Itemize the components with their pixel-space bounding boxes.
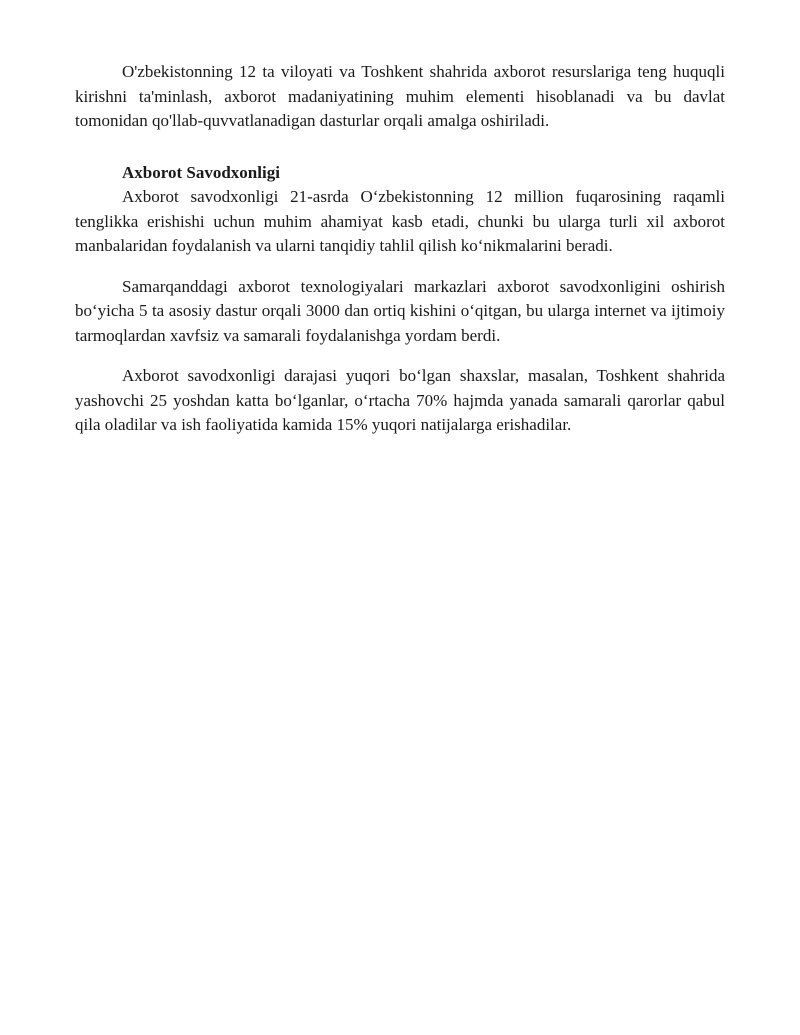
paragraph-samarkand-centers: Samarqanddagi axborot texnologiyalari markazlari axborot savodxonligini oshirish bo‘yicha 5 ta asosiy dastur orqali 3000 dan ortiq kishini o‘qitgan, bu ularga internet va ijtimoiy tarmoqlardan xavfsiz va samarali foydalanishga yordam berdi. — [75, 276, 725, 345]
paragraph-literacy-outcomes: Axborot savodxonligi darajasi yuqori bo‘lgan shaxslar, masalan, Toshkent shahrida yashovchi 25 yoshdan katta bo‘lganlar, o‘rtacha 70% hajmda yanada samarali qarorlar qabul qila oladilar va ish faoliyatida kamida 15% yuqori natijalarga erishadilar. — [75, 366, 725, 434]
paragraph-intro: O'zbekistonning 12 ta viloyati va Toshkent shahrida axborot resurslariga teng huquqli kirishni ta'minlash, axborot madaniyatining muhim elementi hisoblanadi va bu davlat tomonidan qo'llab-quvvatlanadigan dasturlar orqali amalga oshiriladi. — [75, 62, 725, 130]
paragraph-literacy-importance: Axborot savodxonligi 21-asrda O‘zbekistonning 12 million fuqarosining raqamli tenglikka erishishi uchun muhim ahamiyat kasb etadi, chunki bu ularga turli xil axborot manbalaridan foydalanish va ularni tanqidiy tahlil qilish ko‘nikmalarini beradi. — [75, 187, 725, 255]
section-heading: Axborot Savodxonligi — [122, 162, 280, 182]
document-body — [75, 60, 725, 438]
